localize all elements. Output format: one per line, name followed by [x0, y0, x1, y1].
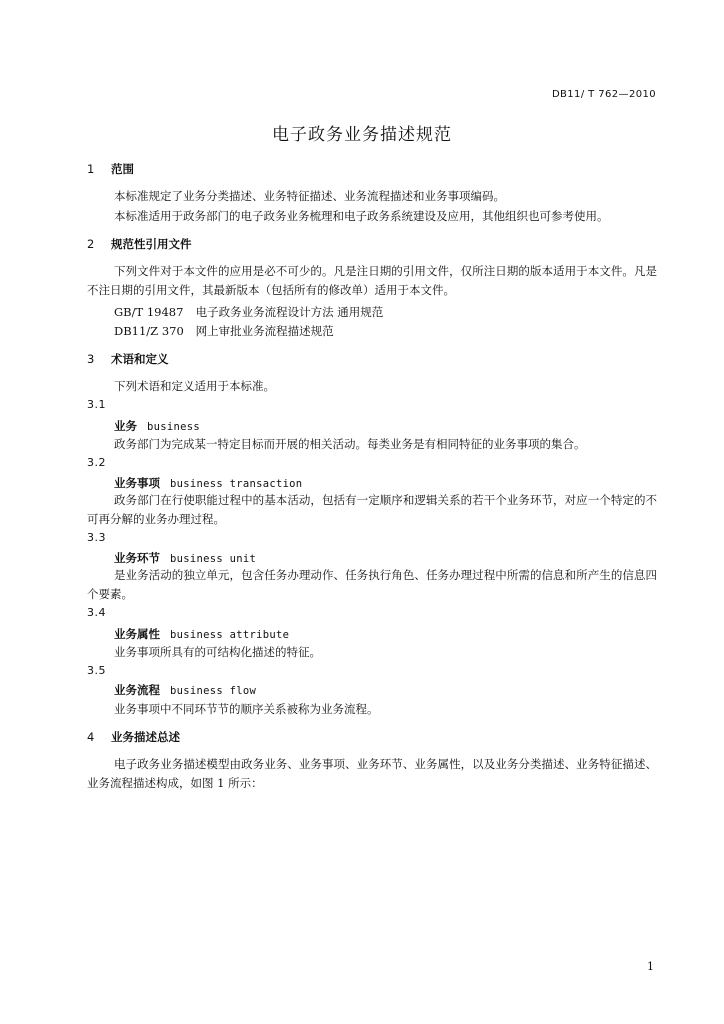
section-number: 1 — [87, 162, 95, 176]
scope-line: 本标准适用于政务部门的电子政务业务梳理和电子政务系统建设及应用，其他组织也可参考使用。 — [114, 209, 609, 223]
term-chinese: 业务环节 — [114, 551, 160, 565]
reference-item — [114, 323, 334, 339]
standard-number: DB11/ T 762—2010 — [551, 89, 656, 100]
term-definition: 业务事项所具有的可结构化描述的特征。 — [114, 645, 321, 659]
section-number: 4 — [87, 730, 95, 744]
reference-code: GB/T 19487 — [114, 305, 184, 319]
term-english: business attribute — [170, 629, 290, 641]
term-definition: 业务事项中不同环节节的顺序关系被称为业务流程。 — [114, 702, 379, 716]
section-heading-overview — [87, 729, 180, 745]
section-title: 术语和定义 — [111, 352, 169, 366]
term-english: business transaction — [170, 478, 303, 490]
term-english: business unit — [170, 553, 257, 565]
term-number: 3.4 — [87, 606, 106, 619]
term-chinese: 业务事项 — [114, 476, 160, 490]
section-title: 业务描述总述 — [111, 730, 181, 744]
term-heading — [114, 550, 256, 566]
term-heading — [114, 475, 302, 491]
section-number: 2 — [87, 237, 95, 251]
term-definition: 政务部门为完成某一特定目标而开展的相关活动。每类业务是有相同特征的业务事项的集合。 — [114, 437, 586, 451]
section-number: 3 — [87, 352, 95, 366]
overview-paragraph: 电子政务业务描述模型由政务业务、业务事项、业务环节、业务属性，以及业务分类描述、业务特征描述、业务流程描述构成，如图 1 所示： — [87, 757, 657, 790]
term-number: 3.5 — [87, 664, 106, 677]
section-heading-references — [87, 236, 192, 252]
term-definition: 政务部门在行使职能过程中的基本活动，包括有一定顺序和逻辑关系的若干个业务环节，对应一个特定的不可再分解的业务办理过程。 — [87, 493, 657, 526]
term-number: 3.1 — [87, 398, 106, 411]
term-english: business flow — [170, 685, 257, 697]
section-title: 范围 — [111, 162, 135, 176]
section-heading-scope — [87, 161, 134, 177]
term-number: 3.3 — [87, 531, 106, 544]
scope-line: 本标准规定了业务分类描述、业务特征描述、业务流程描述和业务事项编码。 — [114, 189, 505, 203]
term-heading — [114, 682, 256, 698]
term-chinese: 业务 — [114, 419, 137, 433]
reference-title: 电子政务业务流程设计方法 通用规范 — [195, 305, 384, 319]
term-definition: 是业务活动的独立单元，包含任务办理动作、任务执行角色、任务办理过程中所需的信息和所产生的信息四个要素。 — [87, 568, 657, 601]
term-chinese: 业务属性 — [114, 627, 160, 641]
term-number: 3.2 — [87, 456, 106, 469]
section-title: 规范性引用文件 — [111, 237, 192, 251]
reference-item — [114, 304, 383, 320]
term-english: business — [147, 421, 200, 433]
document-title: 电子政务业务描述规范 — [272, 125, 452, 145]
section-heading-terms — [87, 351, 169, 367]
reference-code: DB11/Z 370 — [114, 324, 184, 338]
term-heading — [114, 626, 289, 642]
reference-title: 网上审批业务流程描述规范 — [195, 324, 334, 338]
terms-intro: 下列术语和定义适用于本标准。 — [114, 379, 275, 393]
references-intro: 下列文件对于本文件的应用是必不可少的。凡是注日期的引用文件，仅所注日期的版本适用于本文件。凡是不注日期的引用文件，其最新版本（包括所有的修改单）适用于本文件。 — [87, 264, 657, 297]
term-heading — [114, 418, 200, 434]
term-chinese: 业务流程 — [114, 683, 160, 697]
page-number: 1 — [647, 960, 654, 973]
